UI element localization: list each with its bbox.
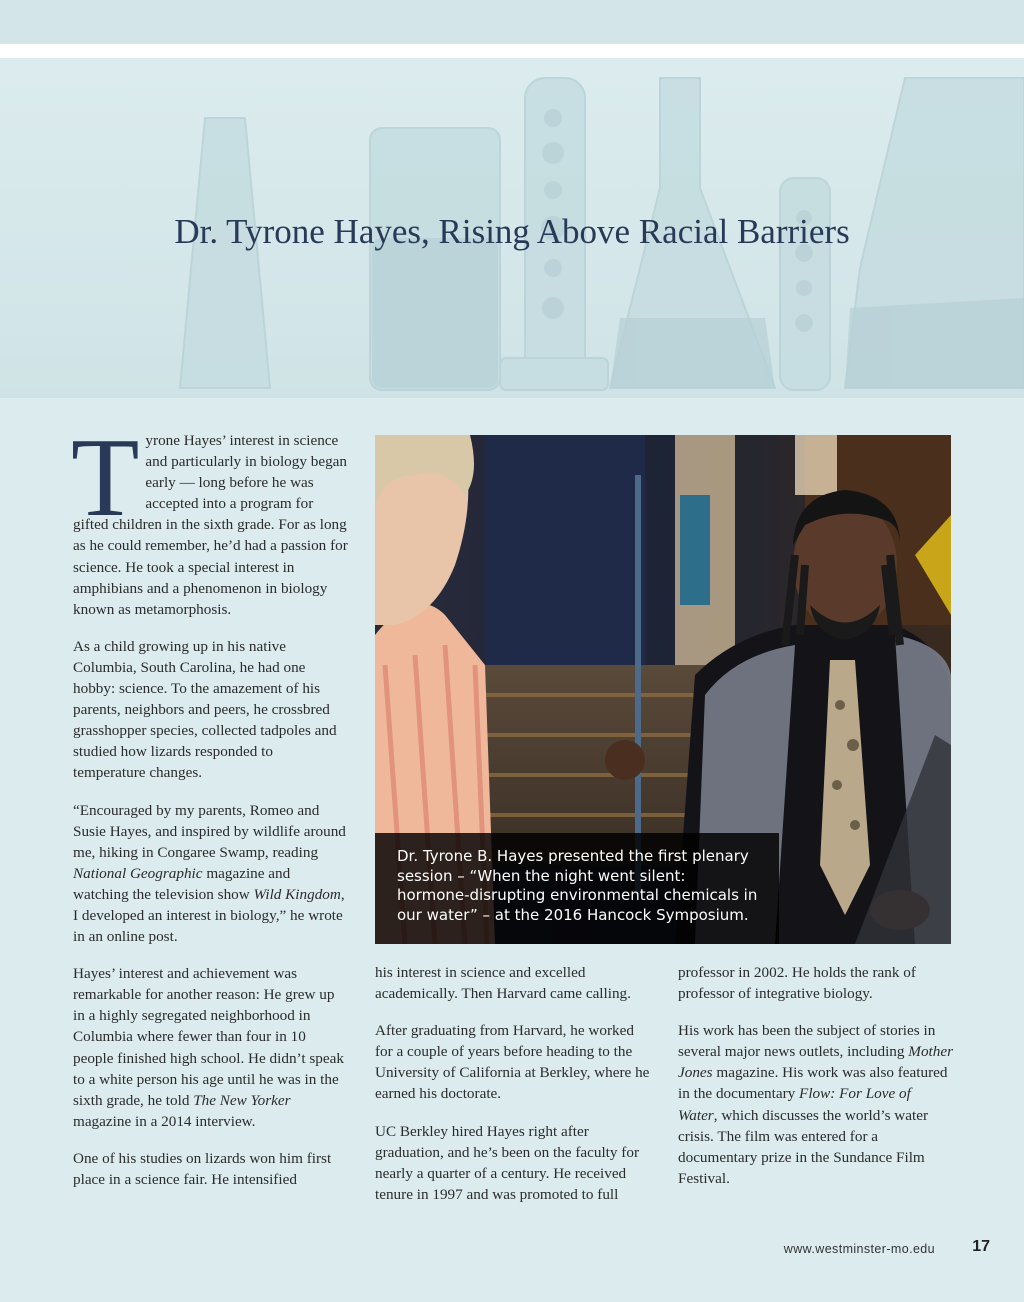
- paragraph-4-text-b: magazine in a 2014 interview.: [73, 1112, 256, 1130]
- paragraph-5: One of his studies on lizards won him first place in a science fair. He intensified: [73, 1149, 332, 1188]
- paragraph-3-text-a: “Encouraged by my parents, Romeo and Susie Hayes, and inspired by wildlife around me, hiking in Congaree Swamp, reading: [73, 801, 346, 861]
- paragraph-3-text-b: magazine and watching the television show: [73, 864, 291, 903]
- documentary-name: Flow: For Love of Water: [678, 1085, 911, 1124]
- paragraph-8: UC Berkley hired Hayes right after graduation, and he’s been on the faculty for nearly a quarter of a century. He received tenure in 1997 and was promoted to full: [375, 1122, 640, 1203]
- magazine-name: National Geographic: [73, 864, 203, 882]
- paragraph-6: his interest in science and excelled academically. Then Harvard came calling.: [375, 964, 631, 1003]
- drop-cap: T: [71, 416, 140, 540]
- column-3: [678, 962, 953, 1205]
- paragraph-4: [73, 963, 348, 1132]
- paragraph-3: [73, 800, 348, 948]
- column-2: [375, 962, 650, 1221]
- paragraph-9: professor in 2002. He holds the rank of professor of integrative biology.: [678, 964, 916, 1003]
- magazine-name: Mother Jones: [678, 1043, 954, 1082]
- paragraph-2: As a child growing up in his native Columbia, South Carolina, he had one hobby: science. To the amazement of his parents, neighbors and peers, he crossbred grasshopper species, collected tadpoles and studied how lizards responded to temperature changes.: [73, 637, 337, 782]
- show-name: Wild Kingdom: [253, 885, 341, 903]
- paragraph-7: After graduating from Harvard, he worked for a couple of years before heading to the University of California at Berkley, where he earned his doctorate.: [375, 1022, 650, 1103]
- paragraph-10: [678, 1020, 953, 1189]
- paragraph-3-text-c: , I developed an interest in biology,” he wrote in an online post.: [73, 885, 345, 946]
- paragraph-10-text-b: magazine. His work was also featured in the documentary: [678, 1064, 948, 1103]
- paragraph-1-text: yrone Hayes’ interest in science and particularly in biology began early — long before he was accepted into a program for gifted children in the sixth grade. For as long as he could remember, he’d had a passion for science. He took a special interest in amphibians and a phenomenon in biology known as metamorphosis.: [73, 432, 348, 618]
- top-band: [0, 0, 1024, 44]
- column-1: [71, 416, 348, 1206]
- speaker-photo: [375, 435, 951, 944]
- footer-url[interactable]: www.westminster-mo.edu: [783, 1242, 935, 1256]
- photo-caption: Dr. Tyrone B. Hayes presented the first plenary session – “When the night went silent: hormone-disrupting environmental chemicals in our water” – at the 2016 Hancock Symposium.: [375, 833, 779, 944]
- paragraph-4-text-a: Hayes’ interest and achievement was remarkable for another reason: He grew up in a highly segregated neighborhood in Columbia where fewer than four in 10 people finished high school. He didn’t speak to a white person his age until he was in the sixth grade, he told: [73, 965, 344, 1109]
- top-rule: [0, 44, 1024, 58]
- publication-name: The New Yorker: [193, 1091, 291, 1109]
- paragraph-10-text-c: , which discusses the world’s water crisis. The film was entered for a documentary prize in the Sundance Film Festival.: [678, 1106, 929, 1187]
- paragraph-10-text-a: His work has been the subject of stories in several major news outlets, including: [678, 1022, 936, 1061]
- article-title: Dr. Tyrone Hayes, Rising Above Racial Barriers: [174, 212, 850, 251]
- paragraph-1: [71, 416, 348, 620]
- page-number: 17: [972, 1238, 990, 1255]
